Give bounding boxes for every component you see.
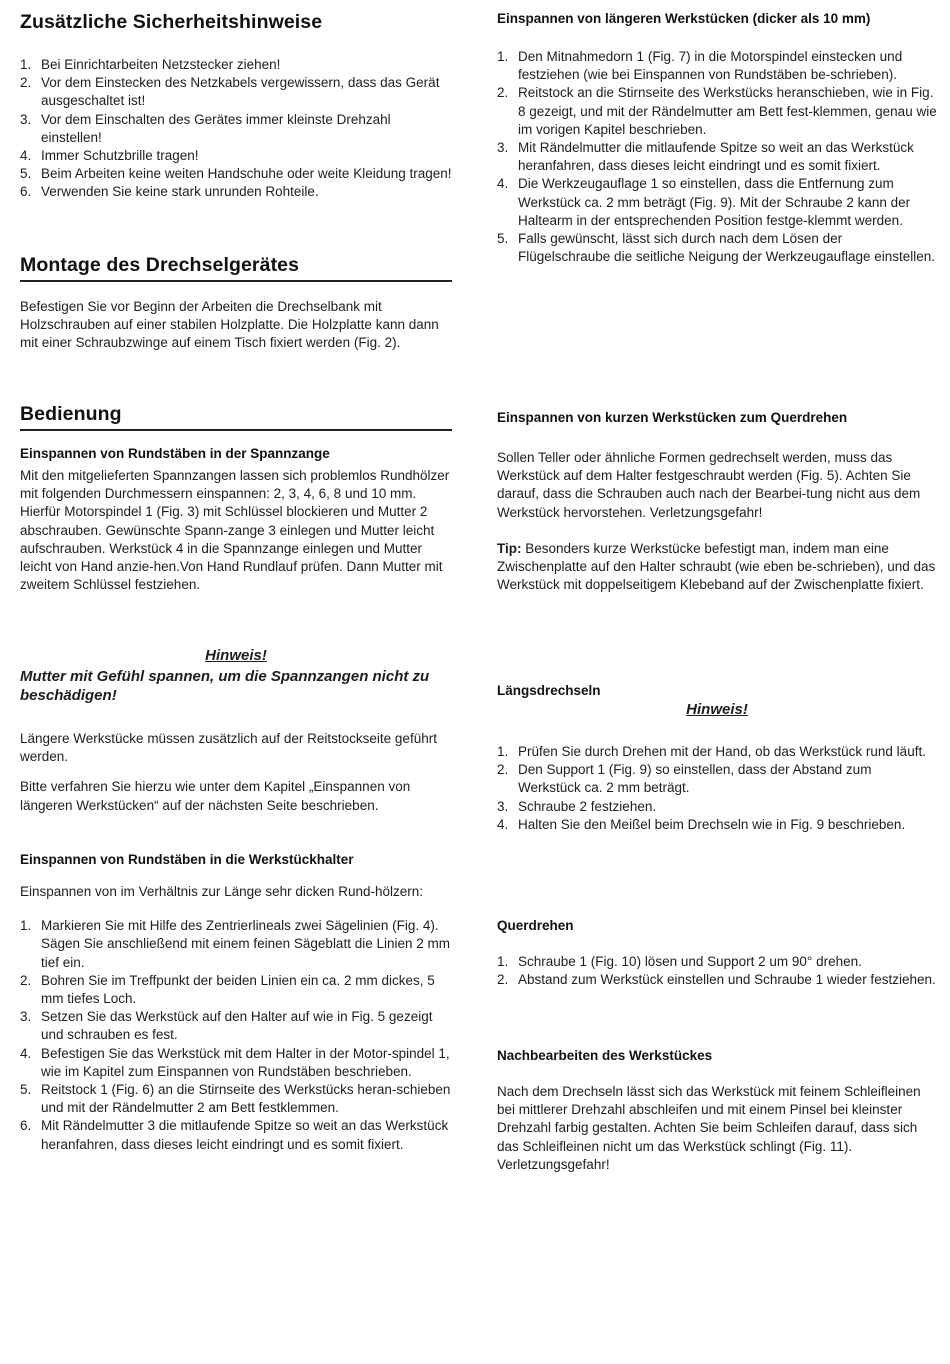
tip-paragraph — [497, 540, 937, 595]
safety-list — [20, 56, 452, 202]
montage-section — [20, 253, 452, 353]
list-item — [20, 1045, 452, 1081]
list-item — [497, 953, 937, 971]
nachbearbeiten-text: Nach dem Drechseln lässt sich das Werkstück mit feinem Schleifleinen bei mittlerer Drehzahl abschleifen und mit einem Pinsel bei kleinster Drehzahl farbig gestalten. Achten Sie beim Schleifen darauf, dass sich das Schleifleinen nicht um das Werkstück schlingt (Fig. 11). Verletzungsgefahr! — [497, 1084, 921, 1172]
list-item-text: Den Mitnahmedorn 1 (Fig. 7) in die Motorspindel einstecken und festziehen (wie bei Einspannen von Rundstäben be-schrieben). — [518, 49, 903, 83]
list-item-text: Prüfen Sie durch Drehen mit der Hand, ob das Werkstück rund läuft. — [518, 744, 926, 759]
kurze-title: Einspannen von kurzen Werkstücken zum Querdrehen — [497, 410, 848, 425]
list-item — [497, 971, 937, 989]
list-item — [20, 183, 452, 201]
list-item — [20, 972, 452, 1008]
list-item-text: Beim Arbeiten keine weiten Handschuhe oder weite Kleidung tragen! — [41, 166, 452, 182]
laengere-einspannen-section — [497, 10, 937, 266]
list-item-number: 1. — [20, 57, 32, 72]
list-item — [20, 165, 452, 183]
list-item-text: Reitstock an die Stirnseite des Werkstücks heranschieben, wie in Fig. 8 gezeigt, und mit der Rändelmutter am Bett fest-klemmen, genau wie im vorigen Kapitel beschrieben. — [518, 85, 937, 137]
list-item — [20, 1081, 452, 1117]
list-item-number: 3. — [20, 1009, 32, 1025]
list-item-text: Mit Rändelmutter die mitlaufende Spitze so weit an das Werkstück heranfahren, dass dieses leicht eindringt und es somit fixiert. — [518, 140, 914, 174]
list-item-text: Bohren Sie im Treffpunkt der beiden Linien ein ca. 2 mm dickes, 5 mm tiefes Loch. — [41, 972, 435, 1007]
bedienung-text: Mit den mitgelieferten Spannzangen lassen sich problemlos Rundhölzer mit folgenden Durchmessern einspannen: 2, 3, 4, 6, 8 und 10 mm. Hierfür Motorspindel 1 (Fig. 3) mit Schlüssel blockieren und Mutter 2 abschrauben. Gewünschte Spann-zange 3 einlegen und Mutter leicht aufschrauben. Werkstück 4 in die Spannzange einlegen und Mutter leicht von Hand anzie-hen.Von Hand Rundlauf prüfen. Dann Mutter mit zweitem Schlüssel festziehen. — [20, 468, 450, 593]
list-item-text: Setzen Sie das Werkstück auf den Halter auf wie in Fig. 5 gezeigt und schrauben es fest. — [41, 1009, 433, 1043]
list-item-text: Halten Sie den Meißel beim Drechseln wie in Fig. 9 beschrieben. — [518, 816, 906, 832]
list-item — [497, 743, 937, 761]
tip-label: Tip: — [497, 540, 522, 556]
laengsdrechseln-section — [497, 682, 937, 834]
laengsdrechseln-hinweis: Hinweis! — [686, 701, 748, 718]
list-item — [20, 1008, 452, 1044]
list-item-text: Reitstock 1 (Fig. 6) an die Stirnseite des Werkstücks heran-schieben und mit der Rändelmutter 2 am Bett festklemmen. — [41, 1082, 451, 1116]
list-item — [497, 175, 937, 230]
nachbearbeiten-title: Nachbearbeiten des Werkstückes — [497, 1048, 713, 1063]
list-item-number: 1. — [497, 744, 509, 759]
list-item — [20, 917, 452, 972]
list-item-number: 1. — [497, 49, 509, 64]
laengsdrechseln-title: Längsdrechseln — [497, 683, 601, 698]
list-item-text: Schraube 2 festziehen. — [518, 798, 657, 814]
kurze-text: Sollen Teller oder ähnliche Formen gedrechselt werden, muss das Werkstück auf dem Halter festgeschraubt werden (Fig. 5). Achten Sie darauf, dass die Schrauben auch nach der Bearbei-tung nicht aus dem Werkstück hervorstehen. Verletzungsgefahr! — [497, 450, 921, 520]
hinweis-text: Mutter mit Gefühl spannen, um die Spannzangen nicht zu beschädigen! — [20, 668, 430, 704]
bedienung-section — [20, 402, 452, 594]
list-item-number: 4. — [20, 1045, 32, 1061]
hinweis-block — [20, 646, 452, 705]
list-item-text: Verwenden Sie keine stark unrunden Rohteile. — [41, 184, 319, 200]
bedienung-title: Bedienung — [20, 402, 452, 431]
list-item-number: 2. — [497, 762, 509, 778]
list-item — [497, 798, 937, 816]
list-item-number: 4. — [20, 148, 32, 164]
montage-text: Befestigen Sie vor Beginn der Arbeiten die Drechselbank mit Holzschrauben auf einer stabilen Holzplatte. Die Holzplatte kann dann mit einer Schraubzwinge auf einem Tisch fixiert werden (Fig. 2). — [20, 299, 439, 351]
laengere-einspannen-list — [497, 48, 937, 266]
list-item-number: 5. — [497, 231, 509, 247]
list-item-text: Bei Einrichtarbeiten Netzstecker ziehen! — [41, 57, 281, 72]
querdrehen-title: Querdrehen — [497, 918, 574, 933]
werkstueckhalter-list — [20, 917, 452, 1154]
laengere-text-1: Längere Werkstücke müssen zusätzlich auf der Reitstockseite geführt werden. — [20, 731, 437, 765]
list-item — [497, 84, 937, 139]
list-item-text: Die Werkzeugauflage 1 so einstellen, dass die Entfernung zum Werkstück ca. 2 mm beträgt (Fig. 9). Mit der Schraube 2 kann der Haltearm in der entsprechenden Position festge-klemmt werden. — [518, 176, 911, 228]
list-item-text: Vor dem Einstecken des Netzkabels vergewissern, dass das Gerät ausgeschaltet ist! — [41, 75, 440, 109]
bedienung-subtitle: Einspannen von Rundstäben in der Spannzange — [20, 446, 330, 461]
montage-title: Montage des Drechselgerätes — [20, 253, 452, 282]
safety-title: Zusätzliche Sicherheitshinweise — [20, 11, 323, 33]
list-item-number: 2. — [20, 75, 32, 91]
laengere-hinweis — [20, 730, 452, 815]
list-item-number: 6. — [20, 184, 32, 200]
querdrehen-section — [497, 917, 937, 989]
laengere-text-2: Bitte verfahren Sie hierzu wie unter dem Kapitel „Einspannen von längeren Werkstücken“ auf der nächsten Seite beschrieben. — [20, 779, 411, 813]
list-item-number: 6. — [20, 1118, 32, 1134]
list-item — [20, 111, 452, 147]
safety-section — [20, 10, 452, 202]
list-item-number: 2. — [497, 972, 509, 988]
list-item-text: Abstand zum Werkstück einstellen und Schraube 1 wieder festziehen. — [518, 972, 936, 988]
list-item — [497, 139, 937, 175]
list-item-number: 5. — [20, 1082, 32, 1098]
list-item — [20, 56, 452, 74]
list-item-text: Immer Schutzbrille tragen! — [41, 148, 199, 164]
list-item-text: Vor dem Einschalten des Gerätes immer kleinste Drehzahl einstellen! — [41, 111, 391, 145]
tip-text: Besonders kurze Werkstücke befestigt man, indem man eine Zwischenplatte auf den Halter schraubt (wie eben be-schrieben), und das Werkstück mit doppelseitigem Klebeband auf der Zwischenplatte fixiert. — [497, 540, 936, 593]
list-item-text: Markieren Sie mit Hilfe des Zentrierlineals zwei Sägelinien (Fig. 4). Sägen Sie anschließend mit einem feinen Sägeblatt die Linien 2 mm tief ein. — [41, 918, 450, 970]
werkstueckhalter-intro: Einspannen von im Verhältnis zur Länge sehr dicken Rund-hölzern: — [20, 884, 423, 899]
list-item-text: Befestigen Sie das Werkstück mit dem Halter in der Motor-spindel 1, wie im Kapitel zum Einspannen von Rundstäben beschrieben. — [41, 1045, 450, 1079]
list-item-number: 1. — [20, 918, 32, 934]
list-item — [497, 816, 937, 834]
list-item-number: 4. — [497, 816, 509, 832]
list-item-number: 2. — [497, 85, 509, 101]
list-item-number: 3. — [20, 111, 32, 127]
list-item-number: 1. — [497, 954, 509, 969]
werkstueckhalter-title: Einspannen von Rundstäben in die Werkstückhalter — [20, 852, 354, 867]
list-item-number: 3. — [497, 140, 509, 156]
list-item-text: Den Support 1 (Fig. 9) so einstellen, dass der Abstand zum Werkstück ca. 2 mm beträgt. — [518, 762, 872, 796]
nachbearbeiten-section — [497, 1047, 937, 1174]
list-item — [20, 147, 452, 165]
list-item-number: 3. — [497, 798, 509, 814]
list-item — [497, 230, 937, 266]
werkstueckhalter-section — [20, 851, 452, 1154]
laengsdrechseln-list — [497, 743, 937, 834]
list-item — [20, 1117, 452, 1153]
hinweis-title: Hinweis! — [205, 647, 267, 664]
querdrehen-list — [497, 953, 937, 989]
list-item — [20, 74, 452, 110]
list-item — [497, 761, 937, 797]
list-item-number: 2. — [20, 972, 32, 988]
list-item-text: Schraube 1 (Fig. 10) lösen und Support 2 um 90° drehen. — [518, 954, 862, 969]
list-item-number: 5. — [20, 166, 32, 182]
list-item-text: Mit Rändelmutter 3 die mitlaufende Spitze so weit an das Werkstück heranfahren, dass dieses leicht eindringt und es somit fixiert. — [41, 1118, 449, 1152]
laengere-einspannen-title: Einspannen von längeren Werkstücken (dicker als 10 mm) — [497, 11, 871, 26]
kurze-section — [497, 409, 937, 594]
list-item — [497, 48, 937, 84]
list-item-number: 4. — [497, 176, 509, 192]
list-item-text: Falls gewünscht, lässt sich durch nach dem Lösen der Flügelschraube die seitliche Neigung der Werkzeugauflage einstellen. — [518, 231, 936, 265]
